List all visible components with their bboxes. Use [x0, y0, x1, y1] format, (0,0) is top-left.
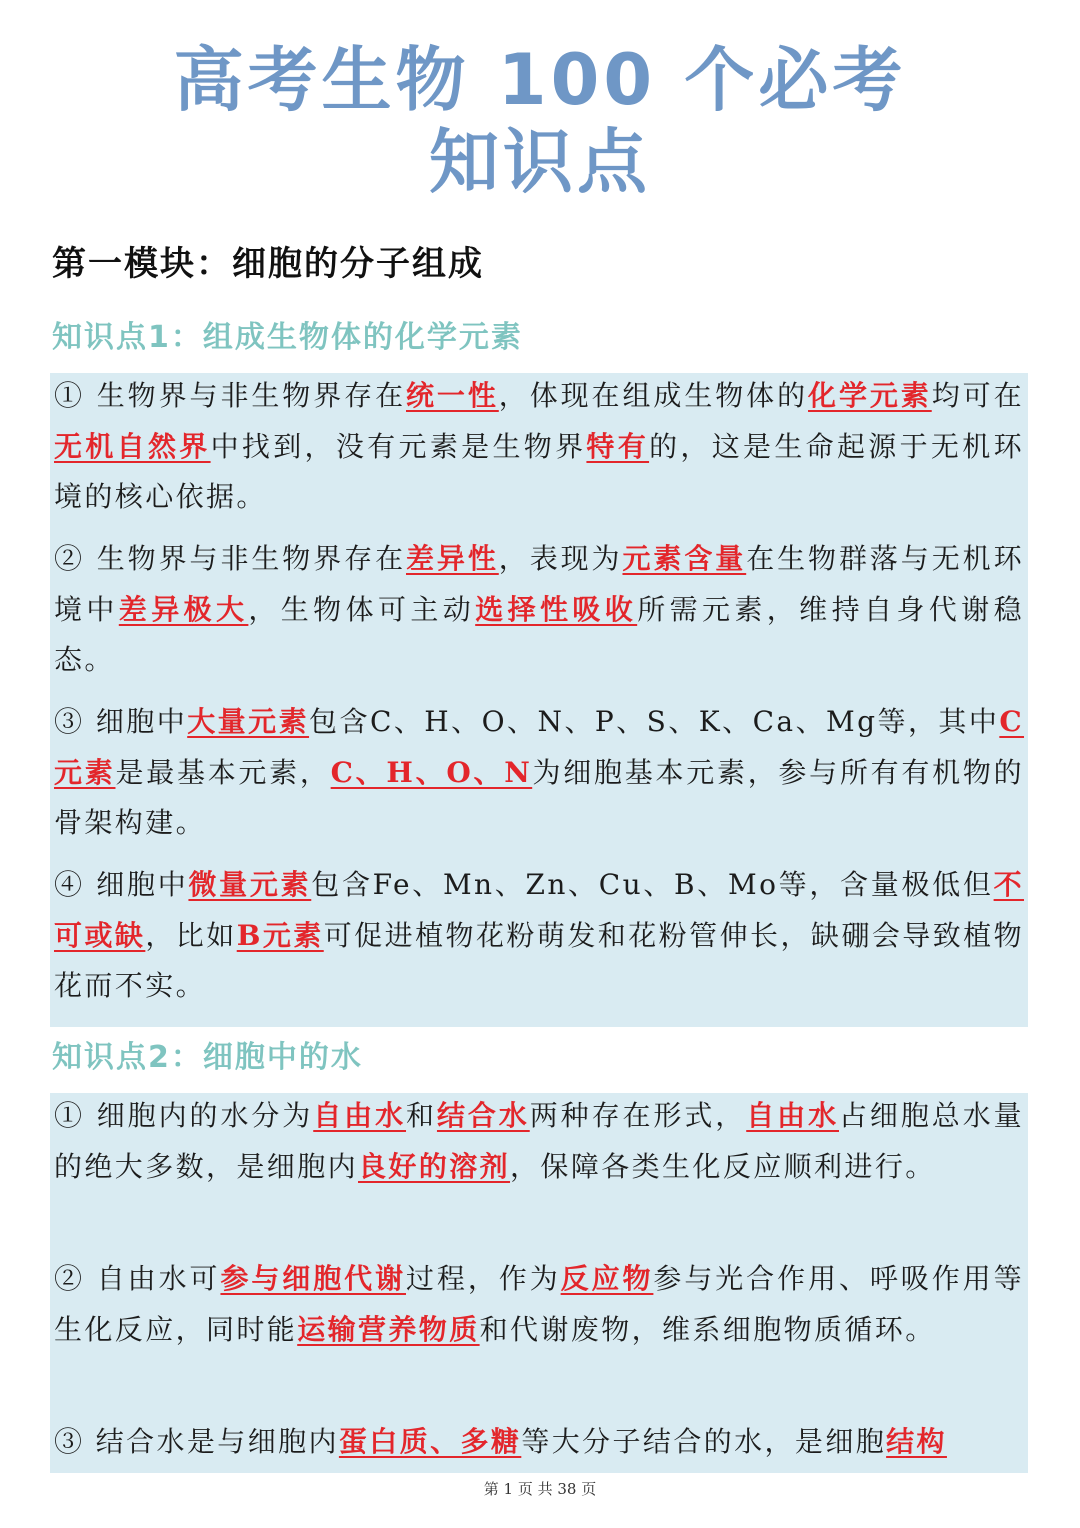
- paragraph: [54, 371, 1024, 523]
- knowledge-point-2-heading: 知识点2：细胞中的水: [52, 1040, 363, 1075]
- key-term: 结构: [886, 1425, 947, 1458]
- paragraph-text: 和: [406, 1099, 437, 1132]
- key-term: 不可或缺: [54, 868, 1024, 952]
- key-term: 参与细胞代谢: [220, 1262, 406, 1295]
- key-term: B元素: [236, 918, 324, 952]
- paragraph: [54, 1417, 1024, 1468]
- paragraph: [54, 697, 1024, 849]
- key-term: 选择性吸收: [475, 592, 638, 626]
- key-term: 大量元素: [187, 705, 310, 738]
- paragraph-text: 在生物群落与无机环境中: [54, 542, 1024, 626]
- key-term: 差异性: [406, 542, 499, 575]
- paragraph-text: 两种存在形式，: [529, 1099, 747, 1132]
- paragraph-text: ① 细胞内的水分为: [54, 1099, 314, 1132]
- key-term: 统一性: [406, 379, 499, 412]
- key-term: 运输营养物质: [297, 1312, 480, 1346]
- paragraph-text: 占细胞总水量的绝大多数，是细胞内: [54, 1099, 1025, 1183]
- paragraph-text: ，体现在组成生物体的: [498, 379, 809, 412]
- paragraph-text: 所需元素，维持自身代谢稳态。: [54, 592, 1024, 676]
- page-footer: 第 1 页 共 38 页: [483, 1480, 597, 1498]
- paragraph-text: ② 自由水可: [54, 1262, 221, 1295]
- key-term: C、H、O、N: [330, 755, 533, 789]
- paragraph-text: ③ 结合水是与细胞内: [54, 1425, 339, 1458]
- key-term: 自由水: [313, 1099, 407, 1132]
- key-term: 差异极大: [118, 592, 249, 626]
- paragraph-text: ② 生物界与非生物界存在: [54, 542, 406, 575]
- key-term: 良好的溶剂: [358, 1149, 511, 1183]
- paragraph-text: 是最基本元素，: [115, 755, 331, 789]
- paragraph-text: ，比如: [145, 918, 237, 952]
- paragraph-text: 的，这是生命起源于无机环境的核心依据。: [54, 429, 1024, 513]
- paragraph-text: 中找到，没有元素是生物界: [210, 429, 587, 463]
- key-term: 微量元素: [188, 868, 312, 901]
- page-title-line1: 高考生物 100 个必考: [173, 39, 907, 121]
- knowledge-point-1-heading: 知识点1：组成生物体的化学元素: [52, 320, 523, 355]
- key-term: 结合水: [436, 1099, 530, 1132]
- paragraph-text: 均可在: [931, 379, 1024, 412]
- paragraph-text: 可促进植物花粉萌发和花粉管伸长，缺硼会导致植物花而不实。: [54, 918, 1025, 1002]
- knowledge-point-2-box: [50, 1093, 1028, 1473]
- paragraph-text: 等大分子结合的水，是细胞: [521, 1425, 887, 1458]
- page-title-line2: 知识点: [429, 121, 651, 203]
- paragraph-text: 过程，作为: [406, 1262, 561, 1295]
- paragraph: [54, 1254, 1024, 1355]
- knowledge-point-1-box: [50, 373, 1028, 1027]
- key-term: 反应物: [560, 1262, 654, 1295]
- paragraph-text: 参与光合作用、呼吸作用等生化反应，同时能: [54, 1262, 1024, 1346]
- key-term: 蛋白质、多糖: [338, 1425, 522, 1458]
- module-heading: 第一模块：细胞的分子组成: [52, 244, 484, 284]
- paragraph-text: ③ 细胞中: [54, 705, 188, 738]
- key-term: 化学元素: [808, 379, 932, 412]
- paragraph-text: 包含C、H、O、N、P、S、K、Ca、Mg等，其中: [309, 705, 1000, 738]
- paragraph-text: ，保障各类生化反应顺利进行。: [510, 1149, 936, 1183]
- paragraph: [54, 534, 1024, 686]
- paragraph-text: ，生物体可主动: [248, 592, 476, 626]
- key-term: C元素: [54, 705, 1025, 789]
- paragraph-text: ，表现为: [498, 542, 623, 575]
- paragraph-text: 为细胞基本元素，参与所有有机物的骨架构建。: [54, 755, 1024, 839]
- paragraph: [54, 1091, 1024, 1192]
- key-term: 自由水: [746, 1099, 839, 1132]
- key-term: 无机自然界: [54, 429, 211, 463]
- key-term: 特有: [586, 429, 650, 463]
- paragraph: [54, 860, 1024, 1012]
- paragraph-text: 包含Fe、Mn、Zn、Cu、B、Mo等，含量极低但: [311, 868, 994, 901]
- paragraph-text: ① 生物界与非生物界存在: [54, 379, 406, 412]
- paragraph-text: 和代谢废物，维系细胞物质循环。: [479, 1312, 936, 1346]
- key-term: 元素含量: [622, 542, 747, 575]
- paragraph-text: ④ 细胞中: [54, 868, 189, 901]
